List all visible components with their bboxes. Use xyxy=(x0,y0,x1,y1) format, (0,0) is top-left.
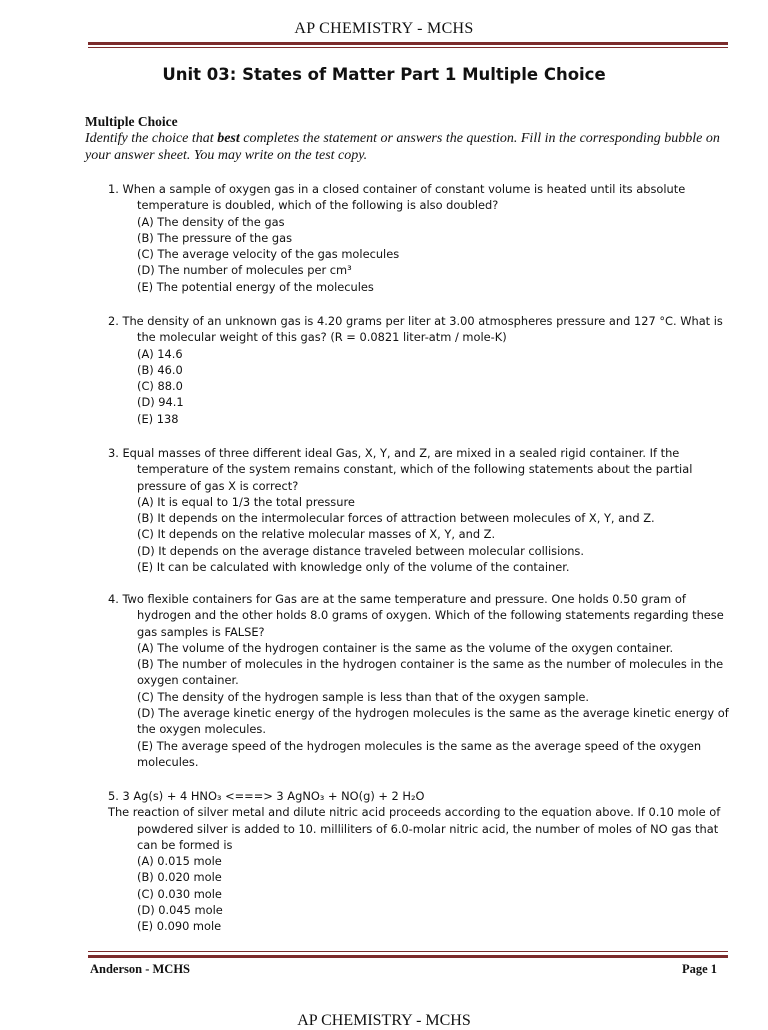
answer-option: (D) 94.1 xyxy=(137,395,184,410)
question-3 xyxy=(108,445,733,575)
footer-rule-thick xyxy=(88,955,728,958)
answer-option: (E) The potential energy of the molecules xyxy=(137,279,374,294)
answer-option: (E) 138 xyxy=(137,411,179,426)
footer-page-number: Page 1 xyxy=(682,962,718,976)
question-1 xyxy=(108,181,733,295)
answer-option: (A) The volume of the hydrogen container is the same as the volume of the oxygen container. xyxy=(137,640,674,655)
question-stem: 1. When a sample of oxygen gas in a closed container of constant volume is heated until its absolute temperature is doubled, which of the following is also doubled? xyxy=(108,182,686,213)
next-page-header-title: AP CHEMISTRY - MCHS xyxy=(297,1012,471,1029)
answer-option: (B) The pressure of the gas xyxy=(137,230,293,245)
answer-option: (E) 0.090 mole xyxy=(137,919,222,934)
question-5 xyxy=(108,788,733,935)
answer-option: (A) 14.6 xyxy=(137,346,183,361)
question-stem: 3. Equal masses of three different ideal Gas, X, Y, and Z, are mixed in a sealed rigid container. If the temperature of the system remains constant, which of the following statements about the partial pressure of gas X is correct? xyxy=(108,446,693,493)
instructions-post: completes the statement or answers the question. Fill in the corresponding bubble on your answer sheet. You may write on the test copy. xyxy=(85,131,720,163)
footer-author: Anderson - MCHS xyxy=(90,962,191,976)
section-heading: Multiple Choice xyxy=(85,114,178,129)
answer-option: (C) The average velocity of the gas molecules xyxy=(137,247,400,262)
question-stem: 4. Two flexible containers for Gas are at the same temperature and pressure. One holds 0.50 gram of hydrogen and the other holds 8.0 grams of oxygen. Which of the following statements regarding these gas samples is FALSE? xyxy=(108,592,724,639)
unit-title: Unit 03: States of Matter Part 1 Multiple Choice xyxy=(162,65,606,84)
footer-rule-thin xyxy=(88,951,728,952)
page-header-title: AP CHEMISTRY - MCHS xyxy=(294,20,474,37)
instructions-bold: best xyxy=(217,131,240,146)
answer-option: (E) The average speed of the hydrogen molecules is the same as the average speed of the oxygen molecules. xyxy=(137,738,702,769)
header-rule-thick xyxy=(88,42,728,45)
question-stem: The reaction of silver metal and dilute nitric acid proceeds according to the equation above. If 0.10 mole of powdered silver is added to 10. milliliters of 6.0-molar nitric acid, the number of moles of NO gas that can be formed is xyxy=(108,805,721,852)
answer-option: (C) 88.0 xyxy=(137,379,183,394)
answer-option: (A) It is equal to 1/3 the total pressure xyxy=(137,494,355,509)
answer-option: (D) The average kinetic energy of the hydrogen molecules is the same as the average kinetic energy of the oxygen molecules. xyxy=(137,706,729,737)
answer-option: (E) It can be calculated with knowledge only of the volume of the container. xyxy=(137,560,570,575)
answer-option: (B) 0.020 mole xyxy=(137,870,222,885)
answer-option: (A) 0.015 mole xyxy=(137,854,222,869)
answer-option: (D) It depends on the average distance traveled between molecular collisions. xyxy=(137,543,584,558)
question-4 xyxy=(108,591,733,770)
answer-option: (C) 0.030 mole xyxy=(137,886,222,901)
answer-option: (A) The density of the gas xyxy=(137,214,285,229)
question-stem: 2. The density of an unknown gas is 4.20 grams per liter at 3.00 atmospheres pressure and 127 °C. What is the molecular weight of this gas? (R = 0.0821 liter-atm / mole-K) xyxy=(108,314,723,345)
answer-option: (D) 0.045 mole xyxy=(137,903,223,918)
question-equation: 5. 3 Ag(s) + 4 HNO₃ <===> 3 AgNO₃ + NO(g) + 2 H₂O xyxy=(108,789,425,803)
header-rule-thin xyxy=(88,47,728,48)
instructions xyxy=(85,130,745,164)
answer-option: (B) It depends on the intermolecular forces of attraction between molecules of X, Y, and Z. xyxy=(137,511,655,526)
instructions-pre: Identify the choice that xyxy=(85,131,218,146)
answer-option: (D) The number of molecules per cm³ xyxy=(137,263,352,278)
answer-option: (C) It depends on the relative molecular masses of X, Y, and Z. xyxy=(137,527,496,542)
answer-option: (C) The density of the hydrogen sample is less than that of the oxygen sample. xyxy=(137,689,590,704)
answer-option: (B) 46.0 xyxy=(137,362,183,377)
answer-option: (B) The number of molecules in the hydrogen container is the same as the number of molecules in the oxygen container. xyxy=(137,657,724,688)
question-2 xyxy=(108,313,733,427)
